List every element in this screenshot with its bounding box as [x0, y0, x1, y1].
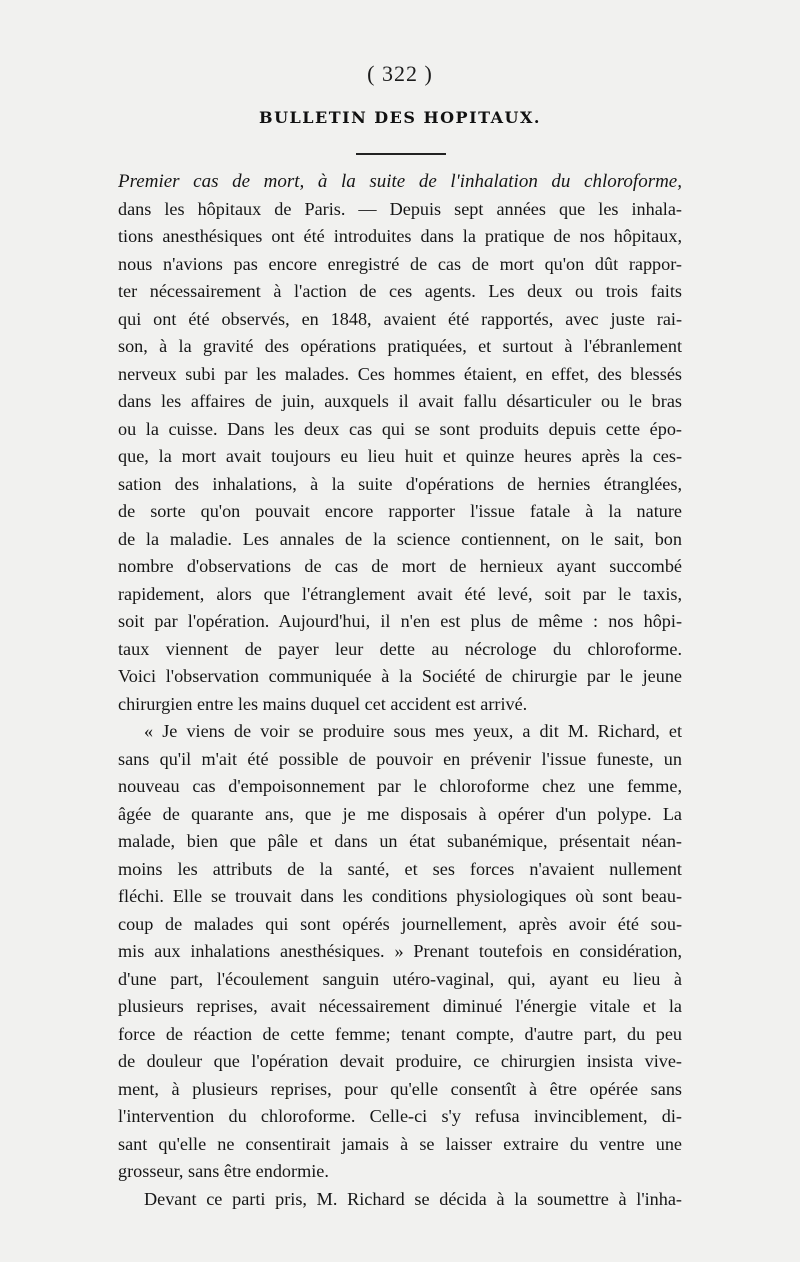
text-line: moins les attributs de la santé, et ses forces n'avaient nullement [118, 858, 682, 879]
text-line: nerveux subi par les malades. Ces hommes étaient, en effet, des blessés [118, 363, 682, 384]
text-line: de sorte qu'on pouvait encore rapporter l'issue fatale à la nature [118, 501, 682, 521]
text-line: de la maladie. Les annales de la science contiennent, on le sait, bon [118, 528, 682, 549]
text-line: rapidement, alors que l'étranglement avait été levé, soit par le taxis, [118, 583, 682, 604]
article-body [118, 168, 682, 1213]
text-line: plusieurs reprises, avait nécessairement diminué l'énergie vitale et la [118, 996, 682, 1016]
text-line: sans qu'il m'ait été possible de pouvoir en prévenir l'issue funeste, un [118, 748, 682, 769]
text-line: mis aux inhalations anesthésiques. » Prenant toutefois en considération, [118, 941, 682, 961]
text-line: dans les hôpitaux de Paris. — Depuis sept années que les inhala- [118, 198, 682, 219]
title-rule [356, 153, 446, 155]
text-line: chirurgien entre les mains duquel cet accident est arrivé. [118, 693, 528, 714]
text-line: tions anesthésiques ont été introduites dans la pratique de nos hôpitaux, [118, 226, 682, 246]
text-line: taux viennent de payer leur dette au nécrologe du chloroforme. [118, 638, 682, 659]
text-line: dans les affaires de juin, auxquels il avait fallu désarticuler ou le bras [118, 391, 682, 411]
text-line: âgée de quarante ans, que je me disposais à opérer d'un polype. La [118, 803, 682, 824]
text-line: sation des inhalations, à la suite d'opérations de hernies étranglées, [118, 473, 682, 494]
text-line: coup de malades qui sont opérés journellement, après avoir été sou- [118, 913, 682, 934]
text-line: Voici l'observation communiquée à la Société de chirurgie par le jeune [118, 666, 682, 686]
text-line: ou la cuisse. Dans les deux cas qui se sont produits depuis cette épo- [118, 418, 682, 439]
text-line: Devant ce parti pris, M. Richard se décida à la soumettre à l'inha- [144, 1188, 682, 1209]
text-line: grosseur, sans être endormie. [118, 1161, 329, 1181]
text-line: nouveau cas d'empoisonnement par le chloroforme chez une femme, [118, 776, 682, 796]
text-line: nombre d'observations de cas de mort de hernieux ayant succombé [118, 556, 682, 576]
text-line: nous n'avions pas encore enregistré de cas de mort qu'on dût rappor- [118, 253, 682, 274]
text-line: force de réaction de cette femme; tenant compte, d'autre part, du peu [118, 1023, 682, 1044]
text-line: sant qu'elle ne consentirait jamais à se laisser extraire du ventre une [118, 1133, 682, 1154]
text-line: l'intervention du chloroforme. Celle-ci s'y refusa invinciblement, di- [118, 1106, 682, 1126]
text-line: qui ont été observés, en 1848, avaient été rapportés, avec juste rai- [118, 308, 682, 329]
text-line: ment, à plusieurs reprises, pour qu'elle consentît à être opérée sans [118, 1078, 682, 1099]
text-line: malade, bien que pâle et dans un état subanémique, présentait néan- [118, 831, 682, 851]
text-line: d'une part, l'écoulement sanguin utéro-vaginal, qui, ayant eu lieu à [118, 968, 682, 989]
text-line: « Je viens de voir se produire sous mes yeux, a dit M. Richard, et [144, 721, 682, 741]
text-line: fléchi. Elle se trouvait dans les conditions physiologiques où sont beau- [118, 886, 682, 906]
text-line: son, à la gravité des opérations pratiquées, et surtout à l'ébranlement [118, 336, 682, 356]
running-title: BULLETIN DES HOPITAUX. [259, 108, 541, 127]
text-line: soit par l'opération. Aujourd'hui, il n'en est plus de même : nos hôpi- [118, 611, 682, 631]
text-line: de douleur que l'opération devait produire, ce chirurgien insista vive- [118, 1051, 682, 1071]
article-title-line-1: Premier cas de mort, à la suite de l'inhalation du chloroforme, [118, 171, 682, 192]
page-number: ( 322 ) [367, 61, 433, 86]
text-line: que, la mort avait toujours eu lieu huit et quinze heures après la ces- [118, 446, 682, 466]
text-line: ter nécessairement à l'action de ces agents. Les deux ou trois faits [118, 281, 682, 301]
